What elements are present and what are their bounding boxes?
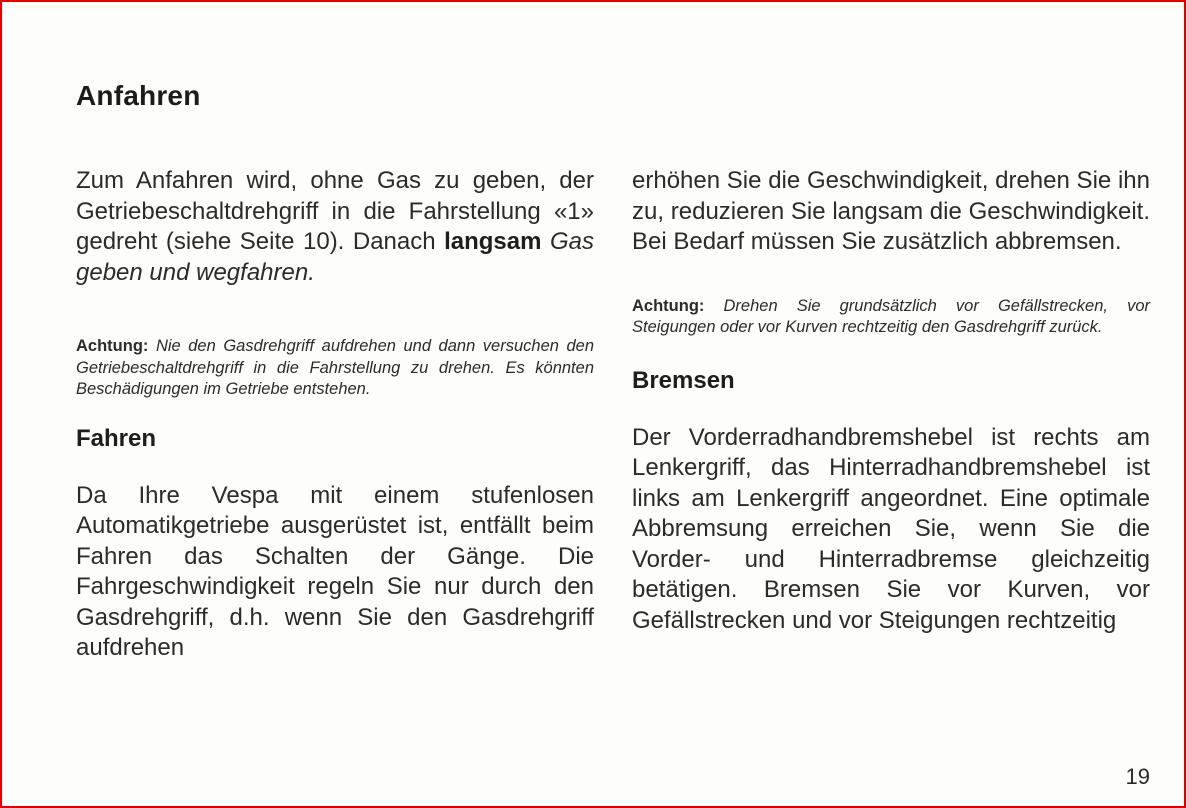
section-heading-bremsen: Bremsen: [632, 366, 735, 394]
fahren-paragraph: Da Ihre Vespa mit einem stufenlosen Automatikgetriebe ausgerüstet ist, entfällt beim Fahren das Schalten der Gänge. Die Fahrgeschwindigkeit regeln Sie nur durch den Gasdrehgriff, d.h. wenn Sie den Gasdrehgriff aufdrehen: [76, 481, 594, 661]
bremsen-paragraph: Der Vorderradhandbremshebel ist rechts am Lenkergriff, das Hinterradhandbremshebel ist links am Lenkergriff angeordnet. Eine optimale Abbremsung erreichen Sie, wenn Sie die Vorder- und Hinterradbremse gleichzeitig betätigen. Bremsen Sie vor Kurven, vor Gefällstrecken und vor Steigungen rechtzeitig: [632, 423, 1150, 634]
page-title: Anfahren: [76, 80, 201, 111]
warning-label: Achtung:: [632, 296, 705, 315]
page-number: 19: [1125, 764, 1150, 789]
warning-note-1: [76, 336, 594, 401]
intro-text: Zum Anfahren wird, ohne Gas zu geben, der Getriebeschaltdrehgriff in die Fahrstellung «1» gedreht (siehe Seite 10). Danach: [76, 167, 594, 255]
intro-paragraph: [76, 166, 594, 288]
warning-label: Achtung:: [76, 337, 149, 355]
intro-italic-text: Gas geben und wegfahren.: [76, 228, 594, 286]
warning-note-2: [632, 296, 1150, 339]
section-heading-fahren: Fahren: [76, 424, 157, 452]
continuation-paragraph: erhöhen Sie die Geschwindigkeit, drehen Sie ihn zu, reduzieren Sie langsam die Geschwindigkeit. Bei Bedarf müssen Sie zusätzlich abbremsen.: [632, 167, 1150, 255]
intro-bold-text: langsam: [444, 228, 542, 255]
left-column: [76, 166, 594, 664]
right-column: [632, 166, 1150, 636]
warning-text: Drehen Sie grundsätzlich vor Gefällstrecken, vor Steigungen oder vor Kurven rechtzeitig den Gasdrehgriff zurück.: [632, 296, 1150, 336]
warning-text: Nie den Gasdrehgriff aufdrehen und dann versuchen den Getriebeschaltdrehgriff in die Fahrstellung zu drehen. Es könnten Beschädigungen im Getriebe entstehen.: [76, 337, 594, 398]
